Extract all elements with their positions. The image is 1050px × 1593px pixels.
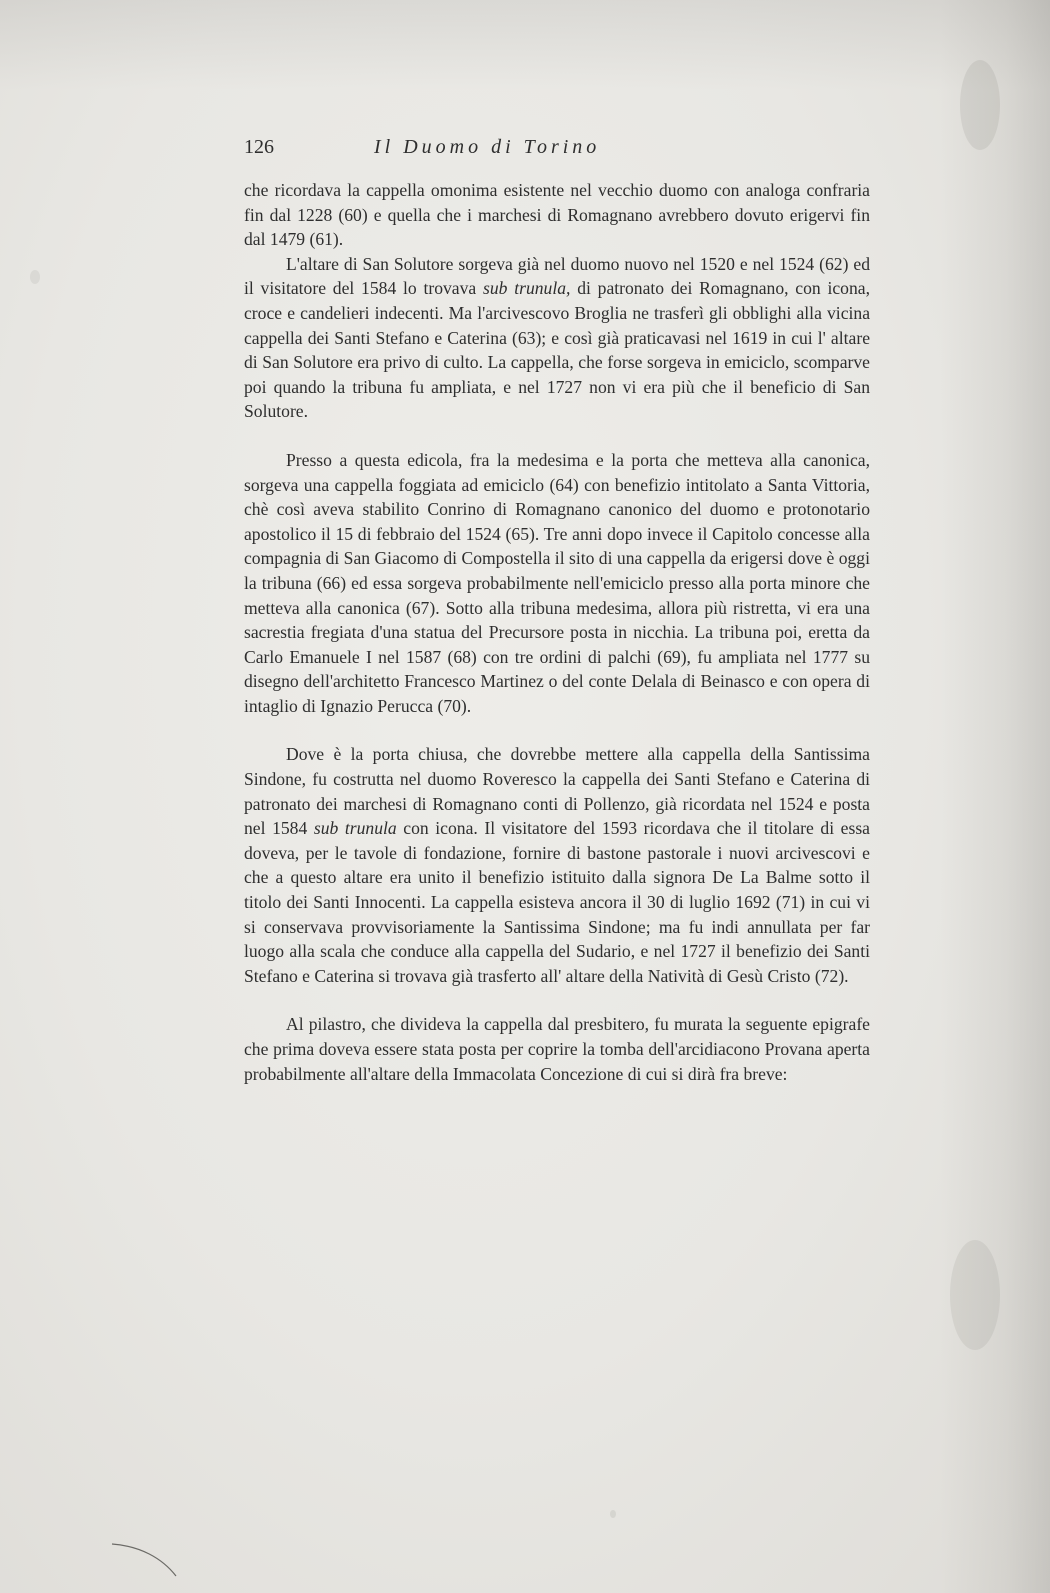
paragraph-santa-vittoria: Presso a questa edicola, fra la medesima e la porta che metteva alla canonica, sorgeva una cappella foggiata ad emiciclo (64) con benefizio intitolato a Santa Vittoria, chè così aveva stabilito Conrino di Romagnano canonico del duomo e protonotario apostolico il 15 di febbraio del 1524 (65). Tre anni dopo invece il Capitolo concesse alla compagnia di San Giacomo di Compostella il sito di una cappella da erigersi dove è oggi la tribuna (66) ed essa sorgeva probabilmente nell'emiciclo presso alla porta minore che metteva alla canonica (67). Sotto alla tribuna medesima, allora più ristretta, vi era una sacrestia fregiata d'una statua del Precursore posta in nicchia. La tribuna poi, eretta da Carlo Emanuele I nel 1587 (68) con tre ordini di palchi (69), fu ampliata nel 1777 su disegno dell'architetto Francesco Martinez o del conte Delala di Beinasco e con opera di intaglio di Ignazio Perucca (70). bbox=[244, 449, 870, 716]
running-header bbox=[244, 136, 884, 162]
body-text bbox=[244, 178, 870, 1086]
smudge-mark bbox=[950, 1240, 1000, 1350]
smudge-mark bbox=[30, 270, 40, 284]
paragraph-santi-stefano bbox=[244, 742, 870, 988]
paragraph-continuation: che ricordava la cappella omonima esistente nel vecchio duomo con analoga confraria fin dal 1228 (60) e quella che i marchesi di Romagnano avrebbero dovuto erigervi fin dal 1479 (61). bbox=[244, 180, 870, 250]
scan-artifact-curve bbox=[110, 1540, 180, 1580]
paragraph-text: con icona. Il visitatore del 1593 ricordava che il titolare di essa doveva, per le tavole di fondazione, fornire di bastone pastorale i nuovi arcivescovi e che a questo altare era unito il benefizio istituito dalla signora De La Balme sotto il titolo dei Santi Innocenti. La cappella esisteva ancora il 30 di luglio 1692 (71) in cui vi si conservava provvisoriamente la Santissima Sindone; ma fu indi annullata per far luogo alla scala che conduce alla cappella del Sudario, e nel 1727 il benefizio dei Santi Stefano e Caterina si trovava già trasferto all' altare della Natività di Gesù Cristo (72). bbox=[244, 818, 870, 986]
paragraph-text: L'altare di San Solutore sorgeva già nel duomo nuovo nel 1520 e nel 1524 (62) ed il visitatore del 1584 lo trovava bbox=[244, 253, 870, 299]
smudge-mark bbox=[610, 1510, 616, 1518]
running-title: Il Duomo di Torino bbox=[374, 136, 601, 158]
smudge-mark bbox=[960, 60, 1000, 150]
paragraph-text: di patronato dei Romagnano, con icona, croce e candelieri indecenti. Ma l'arcivescovo Broglia ne trasferì gli obblighi alla vicina cappella dei Santi Stefano e Caterina (63); e così già praticavasi nel 1619 in cui l' altare di San Solutore era privo di culto. La cappella, che forse sorgeva in emiciclo, scomparve poi quando la tribuna fu ampliata, e nel 1727 non vi era più che il beneficio di San Solutore. bbox=[244, 278, 870, 422]
italic-term: sub trunula, bbox=[483, 278, 571, 299]
top-shadow bbox=[0, 0, 1050, 90]
paragraph-text: Dove è la porta chiusa, che dovrebbe mettere alla cappella della Santissima Sindone, fu costrutta nel duomo Roveresco la cappella dei Santi Stefano e Caterina di patronato dei marchesi di Romagnano conti di Pollenzo, già ricordata nel 1524 e posta nel 1584 bbox=[244, 744, 870, 839]
page-number: 126 bbox=[244, 136, 274, 158]
italic-term: sub trunula bbox=[313, 818, 397, 839]
right-edge-shadow bbox=[940, 0, 1050, 1593]
paragraph-san-solutore bbox=[244, 252, 870, 424]
paragraph-epigrafe: Al pilastro, che divideva la cappella dal presbitero, fu murata la seguente epigrafe che prima doveva essere stata posta per coprire la tomba dell'arcidiacono Provana aperta probabilmente all'altare della Immacolata Concezione di cui si dirà fra breve: bbox=[244, 1014, 870, 1084]
